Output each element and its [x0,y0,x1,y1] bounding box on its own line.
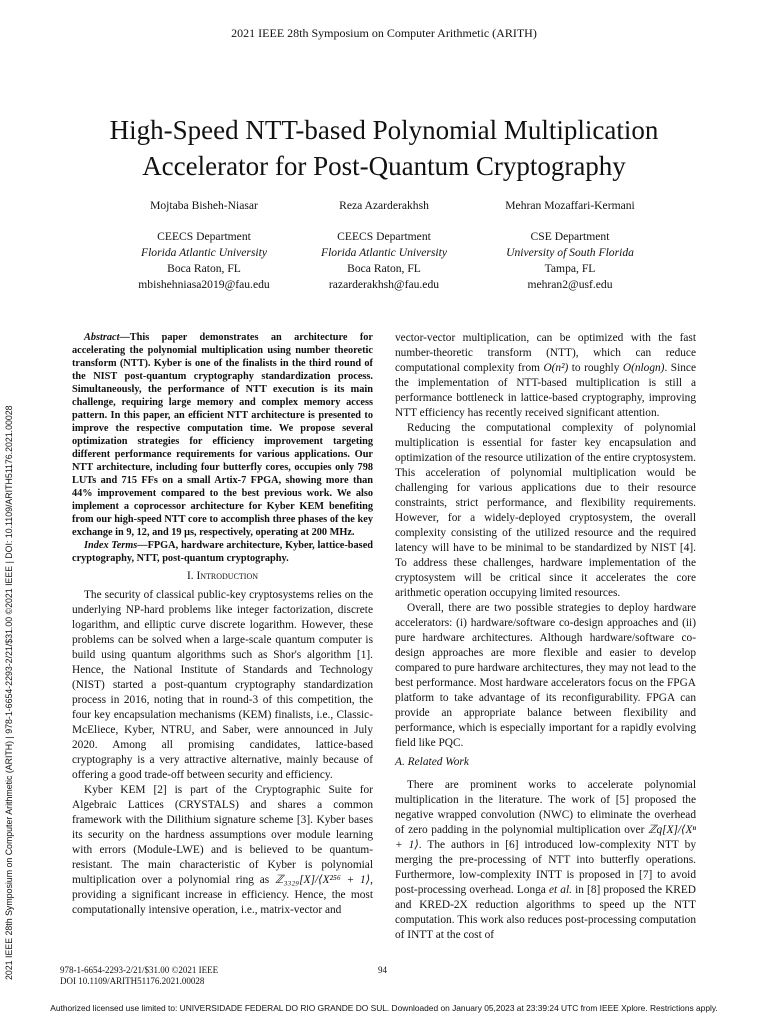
abstract-text: —This paper demonstrates an architecture for accelerating the polynomial multiplication using number theoretic transform (NTT). Kyber is one of the finalists in the third round of the NIST post-quantum cryptography standardization process. Simultaneously, the performance of NTT execution is its main challenge, requiring large memory and complex memory access pattern. In this paper, an efficient NTT architecture is presented to improve the respective computation time. We propose several optimization strategies for efficiency improvement targeting different performance requirements for various applications. Our NTT architecture, including four butterfly cores, occupies only 798 LUTs and 715 FFs on a small Artix-7 FPGA, showing more than 44% improvement compared to the best previous work. We also implement a coprocessor architecture for Kyber KEM benefiting from our high-speed NTT core to accomplish three phases of the key exchange in 9, 12, and 19 μs, respectively, operating at 200 MHz. [72,332,373,538]
author-university: Florida Atlantic University [140,246,267,259]
author-name: Mojtaba Bisheh-Niasar [150,199,258,212]
intro-paragraph-2: Kyber KEM [2] is part of the Cryptographic Suite for Algebraic Lattices (CRYSTALS) and shares a common framework with the Dilithium signature scheme [3]. Kyber bases its security on the hardness assumptions over module learning with errors (Module-LWE) and is believed to be quantum-resistant. The main characteristic of Kyber is polynomial multiplication over a polynomial ring as ℤ₃₃₂₉[X]/⟨X²⁵⁶ + 1⟩, providing a significant increase in efficiency. Hence, the most computationally intensive operation, i.e., matrix-vector and [72,784,373,916]
intro-paragraph-3: vector-vector multiplication, can be optimized with the fast number-theoretic transform (NTT), which can reduce computational complexity from O(n²) to roughly O(nlogn). Since the implementation of NTT-based multiplication is still a performance bottleneck in lattice-based cryptography, improving NTT efficiency has recently received significant attention. [395,332,696,419]
conference-header: 2021 IEEE 28th Symposium on Computer Arithmetic (ARITH) [231,26,537,40]
index-terms-text: —FPGA, hardware architecture, Kyber, lattice-based cryptography, NTT, post-quantum cryptography. [72,540,373,564]
abstract [72,331,373,539]
author-name: Mehran Mozaffari-Kermani [505,199,635,212]
left-column [72,331,373,918]
intro-paragraph-4: Reducing the computational complexity of polynomial multiplication is essential for faster key encapsulation and optimization of the resource utilization of the entire cryptosystem. This acceleration of polynomial multiplication would be challenging for various applications due to their resource constraints, strict performance, and flexibility requirements. However, for a widely-deployed cryptosystem, the overall complexity consisting of the utilized resource and the required latency will have to be minimal to be standardized by NIST [4]. To address these challenges, hardware implementation of the cryptosystem will be critical since it accelerates the core arithmetic operation occupying limited resources. [395,422,696,599]
complexity-math-nlogn: O(nlogn) [622,362,665,374]
abstract-label: Abstract [84,332,120,343]
author-department: CEECS Department [157,230,251,243]
paper-title [40,112,728,184]
complexity-math-quadratic: O(n²) [543,362,569,374]
author-name: Reza Azarderakhsh [339,199,429,212]
author-department: CEECS Department [337,230,431,243]
title-line-1: High-Speed NTT-based Polynomial Multiplication [109,115,659,145]
author-university: University of South Florida [506,246,634,259]
author-location: Tampa, FL [544,262,596,275]
author-block-3 [454,198,686,293]
footer-isbn: 978-1-6654-2293-2/21/$31.00 ©2021 IEEE [60,965,219,975]
right-column [395,331,696,943]
intro-paragraph-5: Overall, there are two possible strategies to deploy hardware accelerators: (i) hardware/software co-design approaches and (ii) pure hardware architectures. Although hardware/software co-design approaches are more flexible and easier to develop compared to pure hardware architectures, they may not lead to the best performance. Most hardware accelerators focus on the FPGA platform to take advantage of its reconfigurability. FPGA can provide an appropriate balance between flexibility and performance, which is especially important for a rapidly evolving field like PQC. [395,602,696,749]
subsection-heading-related-work: A. Related Work [395,756,469,768]
polynomial-ring-math: ℤ₃₃₂₉[X]/⟨X²⁵⁶ + 1⟩ [275,874,371,886]
related-work-paragraph-1: There are prominent works to accelerate polynomial multiplication in the literature. The work of [5] proposed the negative wrapped convolution (NWC) to eliminate the overhead of zero padding in the polynomial multiplication over ℤq[X]/⟨Xⁿ + 1⟩. The authors in [6] introduced low-complexity NTT by merging the pre-processing of NTT into butterfly operations. Furthermore, low-complexity INTT is proposed in [7] to avoid post-processing overhead. Longa et al. in [8] proposed the KRED and KRED-2X reduction algorithms to speed up the NTT computation. This work also reduces post-processing computation of INTT at the cost of [395,779,696,941]
author-location: Boca Raton, FL [347,262,421,275]
author-university: Florida Atlantic University [320,246,447,259]
intro-paragraph-1: The security of classical public-key cryptosystems relies on the underlying NP-hard problems like integer factorization, discrete logarithm, and elliptic curve discrete logarithm. However, these problems can be solved when a large-scale quantum computer is build using quantum algorithms such as Shor's algorithm [1]. Hence, the National Institute of Standards and Technology (NIST) started a post-quantum cryptography standardization process in 2016, noting that in round-3 of this competition, the four key encapsulation mechanisms (KEM) finalists, i.e., Classic-McEliece, Kyber, NTRU, and Saber, were announced in July 2020. Among all promising candidates, lattice-based cryptography is a very attractive alternative, mainly because of offering a good trade-off between security and efficiency. [72,589,373,781]
author-email: mehran2@usf.edu [527,278,613,291]
section-heading-introduction: I. Introduction [186,570,259,582]
ring-math: ℤq[X]/⟨Xⁿ + 1⟩ [395,824,696,851]
footer-citation [60,965,218,987]
index-terms-label: Index Terms [84,540,138,551]
author-location: Boca Raton, FL [167,262,241,275]
author-email: mbishehniasa2019@fau.edu [138,278,270,291]
author-department: CSE Department [530,230,610,243]
author-email: razarderakhsh@fau.edu [328,278,440,291]
index-terms [72,539,373,565]
license-notice: Authorized licensed use limited to: UNIVERSIDADE FEDERAL DO RIO GRANDE DO SUL. Downloaded on January 05,2023 at 23:39:24 UTC from IEEE Xplore. Restrictions apply. [50,1003,718,1013]
et-al: et al. [548,884,572,896]
sidebar-citation: 2021 IEEE 28th Symposium on Computer Arithmetic (ARITH) | 978-1-6654-2293-2/21/$31.00 ©2021 IEEE | DOI: 10.1109/ARITH51176.2021.00028 [4,405,14,980]
title-line-2: Accelerator for Post-Quantum Cryptography [142,151,626,181]
page-number: 94 [378,965,387,975]
footer-doi: DOI 10.1109/ARITH51176.2021.00028 [60,976,205,986]
